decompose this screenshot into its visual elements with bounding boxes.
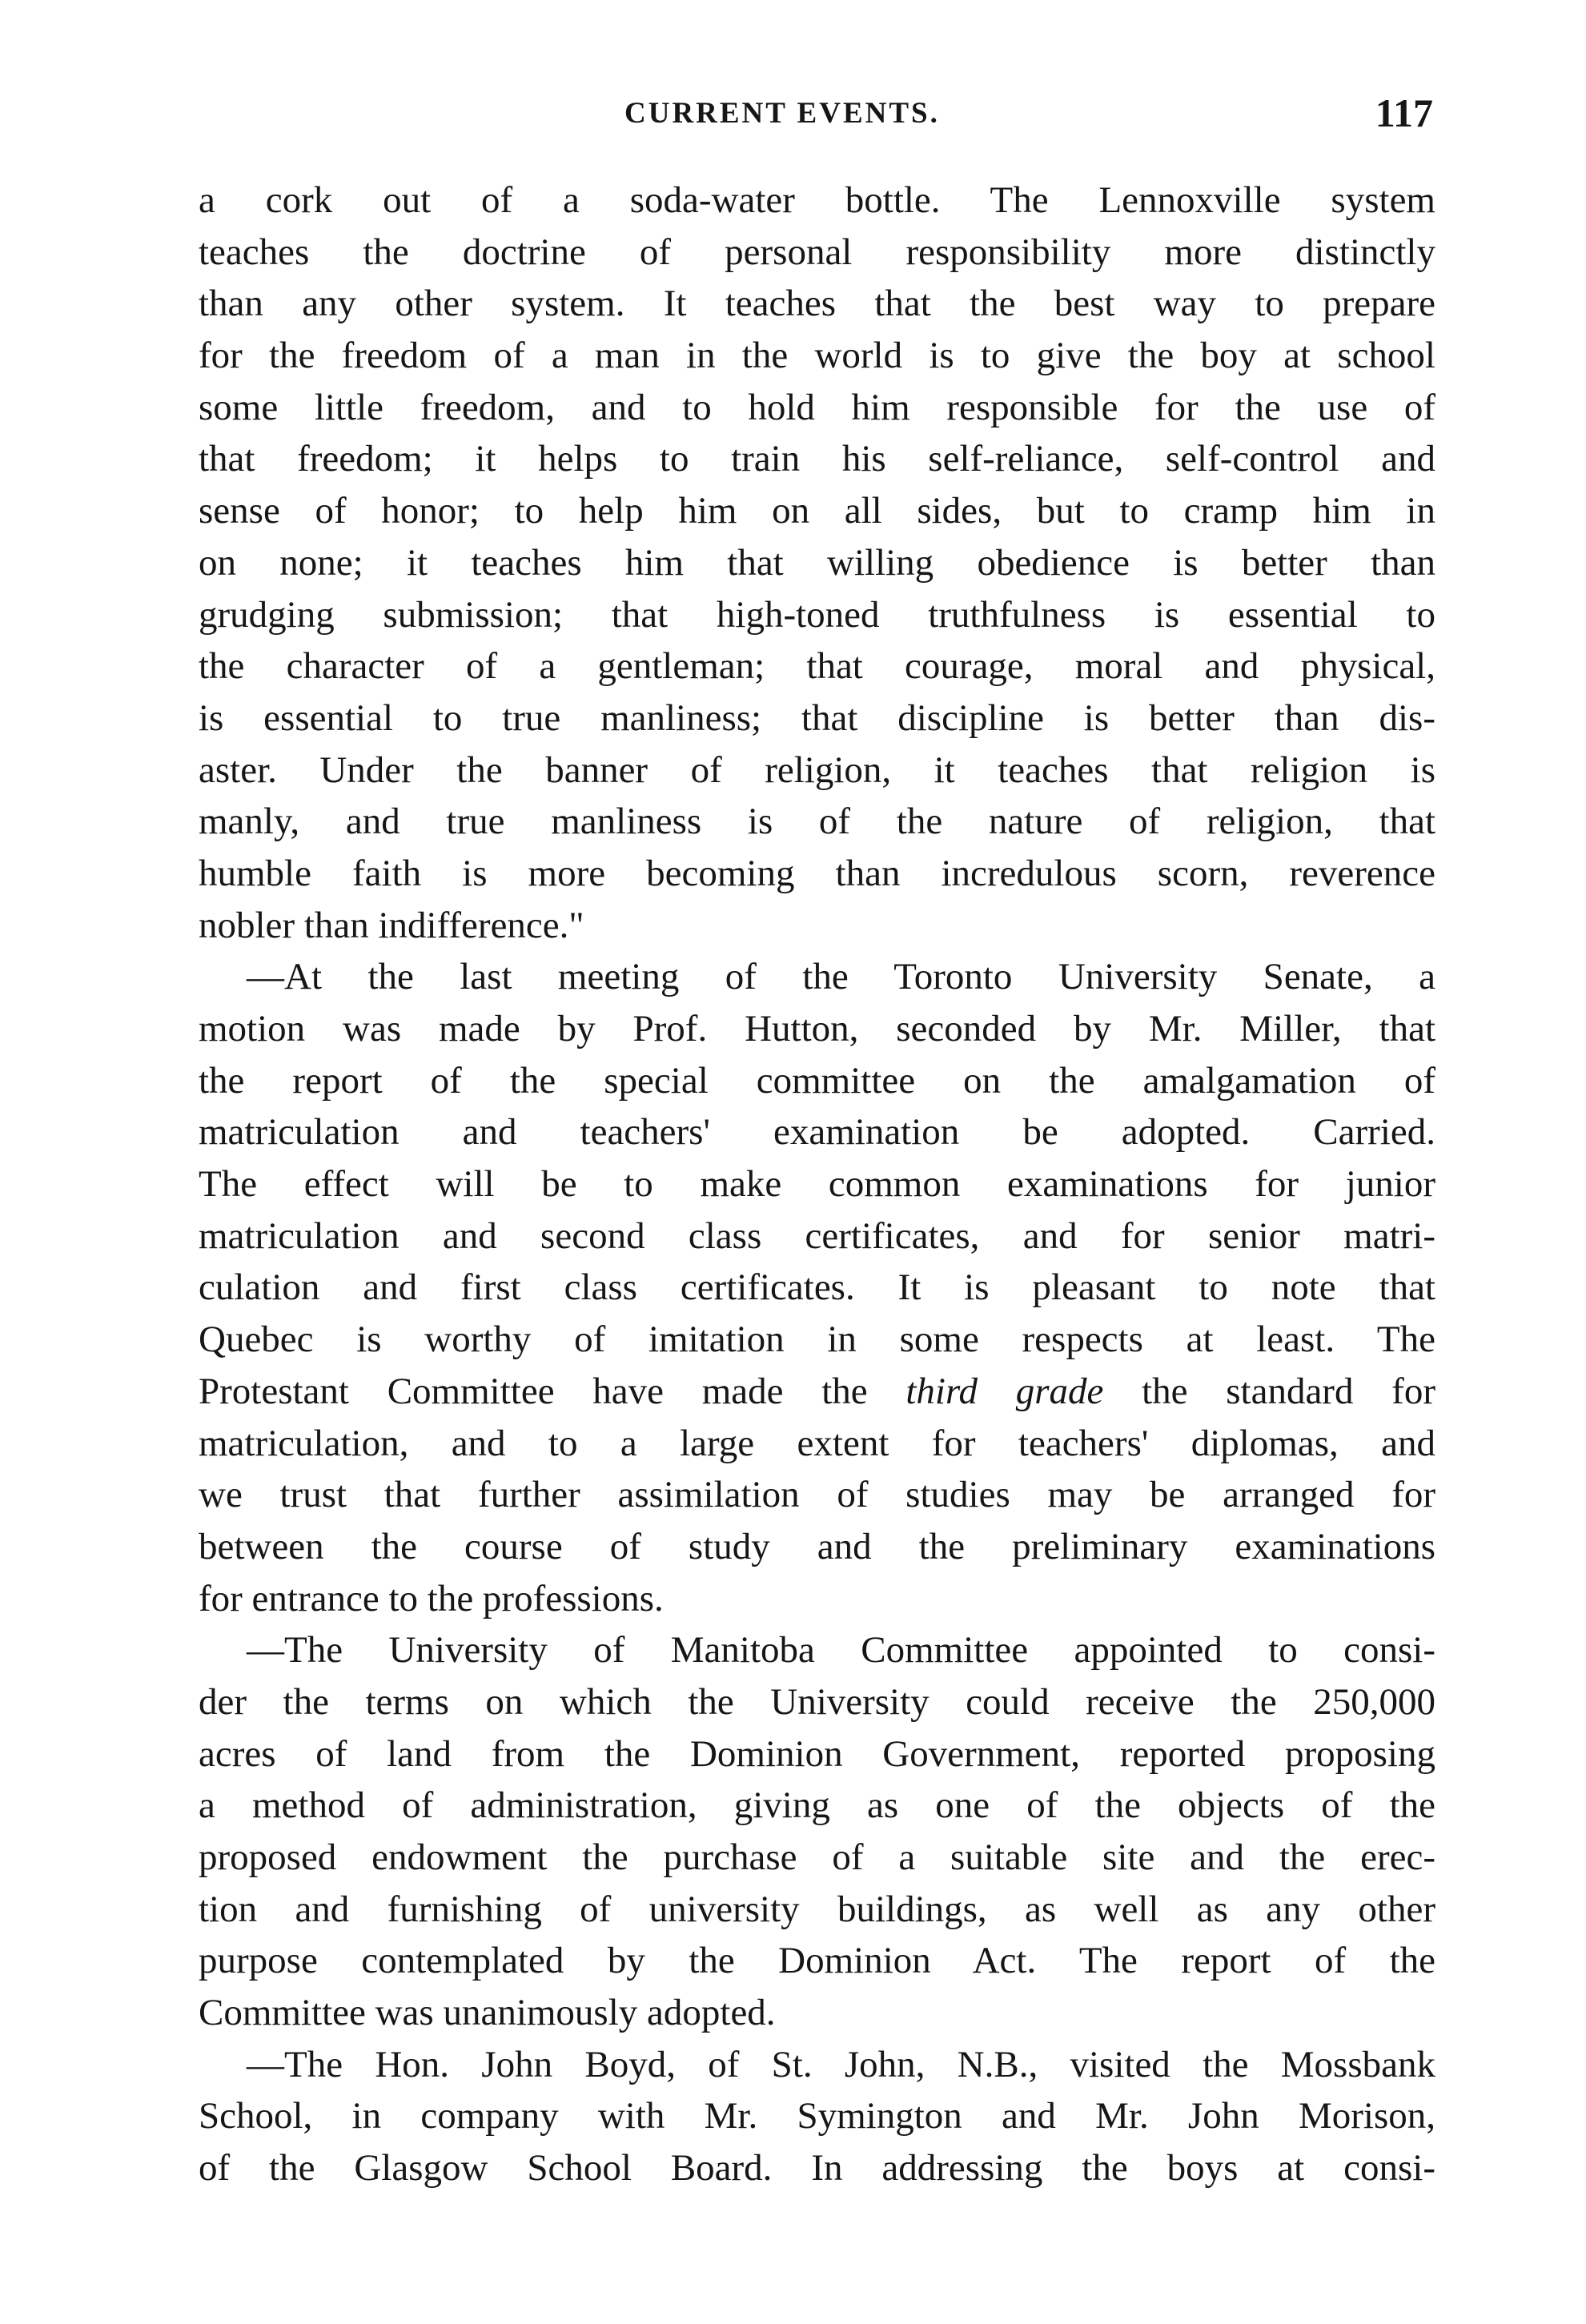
text-line: some little freedom, and to hold him responsible for the use of (199, 386, 1435, 428)
text-line: matriculation and second class certificates, and for senior matri- (199, 1214, 1435, 1257)
text-line: we trust that further assimilation of studies may be arranged for (199, 1474, 1435, 1516)
text-line: culation and first class certificates. It is pleasant to note that (199, 1266, 1435, 1309)
running-header (200, 90, 1433, 146)
text-line: School, in company with Mr. Symington and Mr. John Morison, (199, 2095, 1435, 2137)
text-line: acres of land from the Dominion Government, reported proposing (199, 1732, 1435, 1775)
text-line: nobler than indifference." (199, 904, 584, 946)
text-line: purpose contemplated by the Dominion Act. The report of the (199, 1940, 1435, 1982)
text-line: a method of administration, giving as one of the objects of the (199, 1784, 1435, 1827)
text-line: humble faith is more becoming than incredulous scorn, reverence (199, 852, 1435, 894)
text-line: is essential to true manliness; that discipline is better than dis- (199, 696, 1435, 739)
italic-phrase: third grade (905, 1370, 1104, 1412)
text-line: a cork out of a soda-water bottle. The Lennoxville system (199, 179, 1435, 221)
paragraph-start-line: —The University of Manitoba Committee appointed to consi- (247, 1629, 1435, 1672)
paragraph-start-line: —The Hon. John Boyd, of St. John, N.B., visited the Mossbank (247, 2043, 1435, 2085)
text-line: aster. Under the banner of religion, it teaches that religion is (199, 749, 1435, 791)
text-line: der the terms on which the University could receive the 250,000 (199, 1680, 1435, 1723)
paragraph-start-line: —At the last meeting of the Toronto University Senate, a (247, 956, 1435, 998)
text-line: sense of honor; to help him on all sides, but to cramp him in (199, 490, 1435, 532)
text-line-with-italic (199, 1366, 1435, 1418)
text-line: tion and furnishing of university buildings, as well as any other (199, 1888, 1435, 1930)
text-line: teaches the doctrine of personal responsibility more distinctly (199, 231, 1435, 273)
text-line: matriculation and teachers' examination be adopted. Carried. (199, 1111, 1435, 1154)
text-line: proposed endowment the purchase of a suitable site and the erec- (199, 1836, 1435, 1878)
line-segment: Protestant Committee have made the (199, 1370, 906, 1412)
text-line: for the freedom of a man in the world is to give the boy at school (199, 335, 1435, 377)
running-title: CURRENT EVENTS. (624, 97, 940, 130)
text-line: that freedom; it helps to train his self-reliance, self-control and (199, 438, 1435, 480)
text-line: grudging submission; that high-toned truthfulness is essential to (199, 593, 1435, 636)
text-line: than any other system. It teaches that the best way to prepare (199, 283, 1435, 325)
text-line: motion was made by Prof. Hutton, seconded by Mr. Miller, that (199, 1008, 1435, 1050)
line-segment: the standard for (1142, 1370, 1435, 1412)
page-number: 117 (1375, 90, 1433, 135)
text-line: the character of a gentleman; that courage, moral and physical, (199, 645, 1435, 688)
text-line: for entrance to the professions. (199, 1577, 664, 1620)
text-line: between the course of study and the preliminary examinations (199, 1525, 1435, 1567)
text-line: manly, and true manliness is of the nature of religion, that (199, 801, 1435, 843)
body-text (199, 175, 1435, 2194)
text-line: The effect will be to make common examinations for junior (199, 1163, 1435, 1206)
text-line: matriculation, and to a large extent for teachers' diplomas, and (199, 1422, 1435, 1464)
text-line: the report of the special committee on the amalgamation of (199, 1059, 1435, 1102)
text-line: Quebec is worthy of imitation in some respects at least. The (199, 1319, 1435, 1361)
text-line: Committee was unanimously adopted. (199, 1992, 776, 2034)
text-line: of the Glasgow School Board. In addressing the boys at consi- (199, 2147, 1435, 2190)
text-line: on none; it teaches him that willing obedience is better than (199, 541, 1435, 584)
